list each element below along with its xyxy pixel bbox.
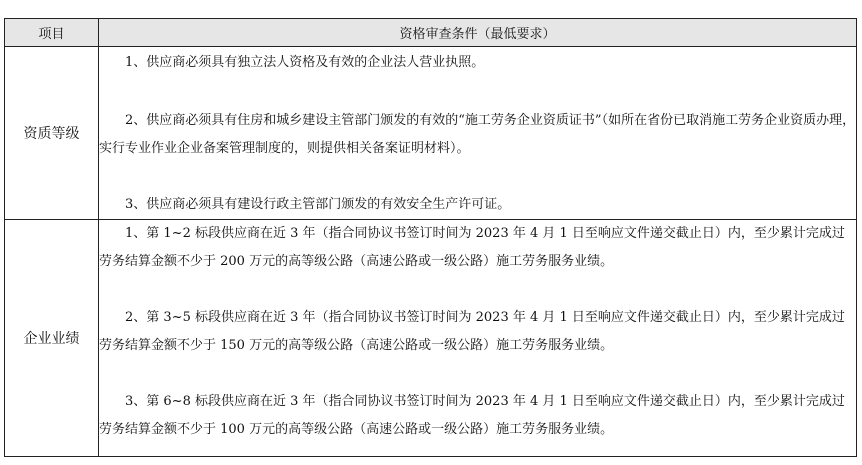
performance-condition-3: 3、第 6~8 标段供应商在近 3 年（指合同协议书签订时间为 2023 年 4 月 1 日至响应文件递交截止日）内，至少累计完成过劳务结算金额不少于 100 万元的高等级公路（高速公路或一级公路）施工劳务服务业绩。 bbox=[99, 394, 845, 437]
performance-conditions-cell bbox=[99, 220, 857, 457]
header-item: 项目 bbox=[5, 19, 99, 47]
qualification-conditions-cell bbox=[99, 47, 857, 220]
table-header-row bbox=[5, 19, 857, 47]
requirements-table-wrapper bbox=[4, 18, 856, 462]
row-label-qualification: 资质等级 bbox=[5, 47, 99, 220]
qualification-condition-2: 2、供应商必须具有住房和城乡建设主管部门颁发的有效的“施工劳务企业资质证书”（如所在省份已取消施工劳务企业资质办理，实行专业作业企业备案管理制度的，则提供相关备案证明材料）。 bbox=[99, 113, 856, 156]
header-condition: 资格审查条件（最低要求） bbox=[99, 19, 857, 47]
qualification-condition-3: 3、供应商必须具有建设行政主管部门颁发的有效安全生产许可证。 bbox=[125, 197, 511, 212]
table-row-performance bbox=[5, 220, 857, 457]
qualification-condition-1: 1、供应商必须具有独立法人资格及有效的企业法人营业执照。 bbox=[125, 55, 485, 70]
row-label-performance: 企业业绩 bbox=[5, 220, 99, 457]
table-row-qualification bbox=[5, 47, 857, 220]
performance-condition-2: 2、第 3~5 标段供应商在近 3 年（指合同协议书签订时间为 2023 年 4 月 1 日至响应文件递交截止日）内，至少累计完成过劳务结算金额不少于 150 万元的高等级公路（高速公路或一级公路）施工劳务服务业绩。 bbox=[99, 310, 845, 353]
qualification-requirements-table bbox=[4, 18, 857, 457]
performance-condition-1: 1、第 1~2 标段供应商在近 3 年（指合同协议书签订时间为 2023 年 4 月 1 日至响应文件递交截止日）内，至少累计完成过劳务结算金额不少于 200 万元的高等级公路（高速公路或一级公路）施工劳务服务业绩。 bbox=[99, 226, 845, 269]
